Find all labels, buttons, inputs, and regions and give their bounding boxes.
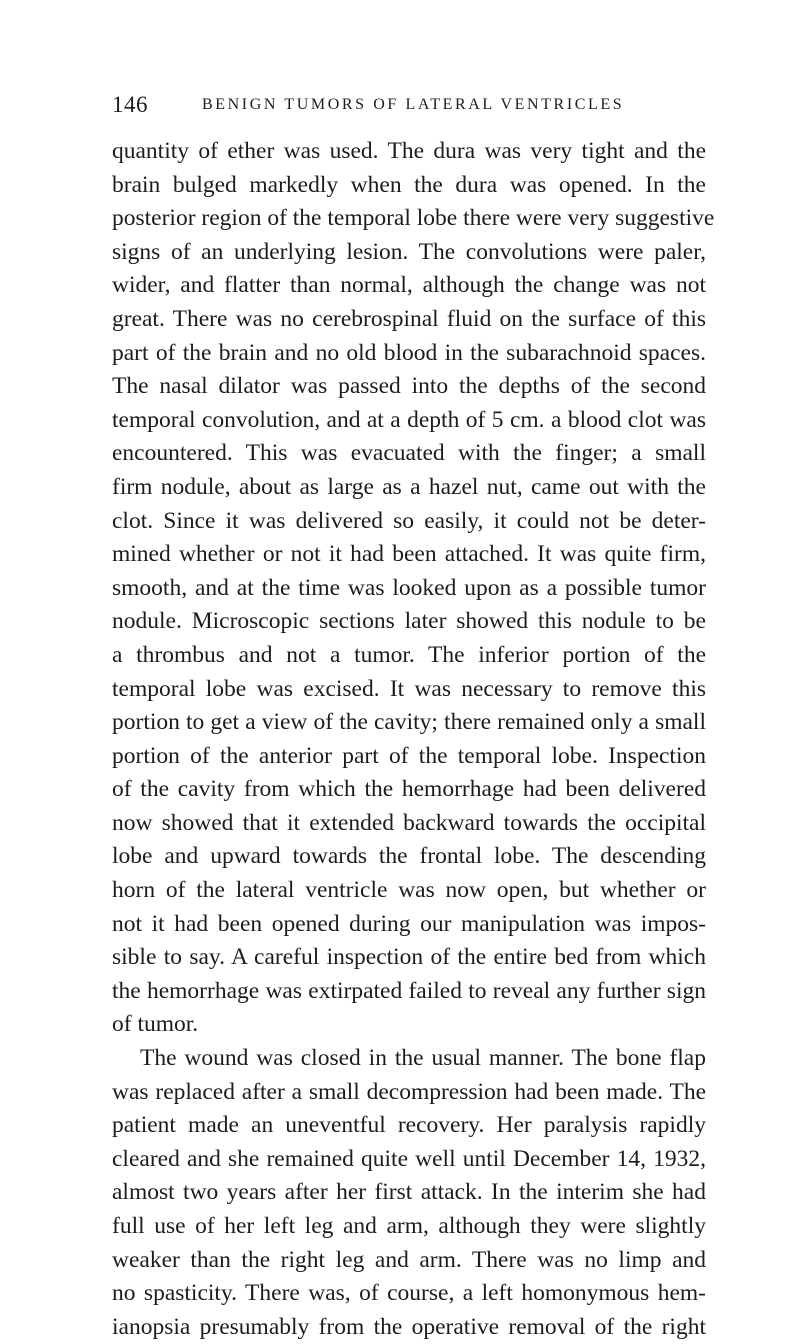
paragraph-start-line: The wound was closed in the usual manner. The bone flap	[140, 1045, 706, 1072]
text-line: was replaced after a small decompression had been made. The	[112, 1078, 706, 1105]
text-line: firm nodule, about as large as a hazel nut, came out with the	[112, 473, 706, 500]
text-line: The nasal dilator was passed into the depths of the second	[112, 373, 706, 400]
text-line: smooth, and at the time was looked upon as a possible tumor	[112, 574, 706, 601]
text-line: quantity of ether was used. The dura was very tight and the	[112, 138, 706, 164]
text-line: almost two years after her first attack. In the interim she had	[112, 1179, 706, 1206]
text-line: not it had been opened during our manipulation was impos-	[112, 910, 706, 937]
text-line: full use of her left leg and arm, although they were slightly	[112, 1213, 706, 1239]
body-text	[112, 135, 715, 1344]
page-number: 146	[112, 92, 148, 117]
text-line: clot. Since it was delivered so easily, it could not be deter-	[112, 507, 706, 534]
text-line: nodule. Microscopic sections later showed this nodule to be	[112, 608, 706, 635]
running-title: BENIGN TUMORS OF LATERAL VENTRICLES	[202, 96, 625, 113]
text-line: of the cavity from which the hemorrhage had been delivered	[112, 776, 706, 803]
text-line: the hemorrhage was extirpated failed to reveal any further sign	[112, 977, 706, 1004]
text-line: cleared and she remained quite well until December 14, 1932,	[112, 1145, 706, 1172]
text-line: temporal convolution, and at a depth of 5 cm. a blood clot was	[112, 406, 706, 433]
text-line: lobe and upward towards the frontal lobe. The descending	[112, 843, 706, 870]
text-line: portion of the anterior part of the temporal lobe. Inspection	[112, 742, 706, 769]
text-line: posterior region of the temporal lobe there were very suggestive	[112, 205, 715, 232]
text-line: great. There was no cerebrospinal fluid on the surface of this	[112, 305, 706, 332]
text-line: weaker than the right leg and arm. There was no limp and	[112, 1246, 706, 1273]
text-line: sible to say. A careful inspection of the entire bed from which	[112, 944, 706, 971]
text-line: patient made an uneventful recovery. Her paralysis rapidly	[112, 1112, 706, 1139]
text-line: mined whether or not it had been attached. It was quite firm,	[112, 541, 706, 568]
text-line: temporal lobe was excised. It was necessary to remove this	[112, 675, 706, 702]
text-line: no spasticity. There was, of course, a left homonymous hem-	[112, 1280, 706, 1307]
text-line: horn of the lateral ventricle was now open, but whether or	[112, 877, 706, 904]
text-line: wider, and flatter than normal, although the change was not	[112, 272, 706, 299]
text-line: portion to get a view of the cavity; there remained only a small	[112, 709, 706, 736]
text-line: ianopsia presumably from the operative removal of the right	[112, 1313, 706, 1340]
text-line: signs of an underlying lesion. The convolutions were paler,	[112, 238, 706, 265]
running-head	[112, 92, 672, 122]
text-line: part of the brain and no old blood in the subarachnoid spaces.	[112, 339, 706, 366]
text-line: now showed that it extended backward towards the occipital	[112, 809, 706, 836]
text-line: brain bulged markedly when the dura was opened. In the	[112, 171, 706, 198]
paragraph-end-line: of tumor.	[112, 1011, 199, 1038]
text-line: encountered. This was evacuated with the finger; a small	[112, 440, 706, 467]
text-line: a thrombus and not a tumor. The inferior portion of the	[112, 641, 706, 668]
